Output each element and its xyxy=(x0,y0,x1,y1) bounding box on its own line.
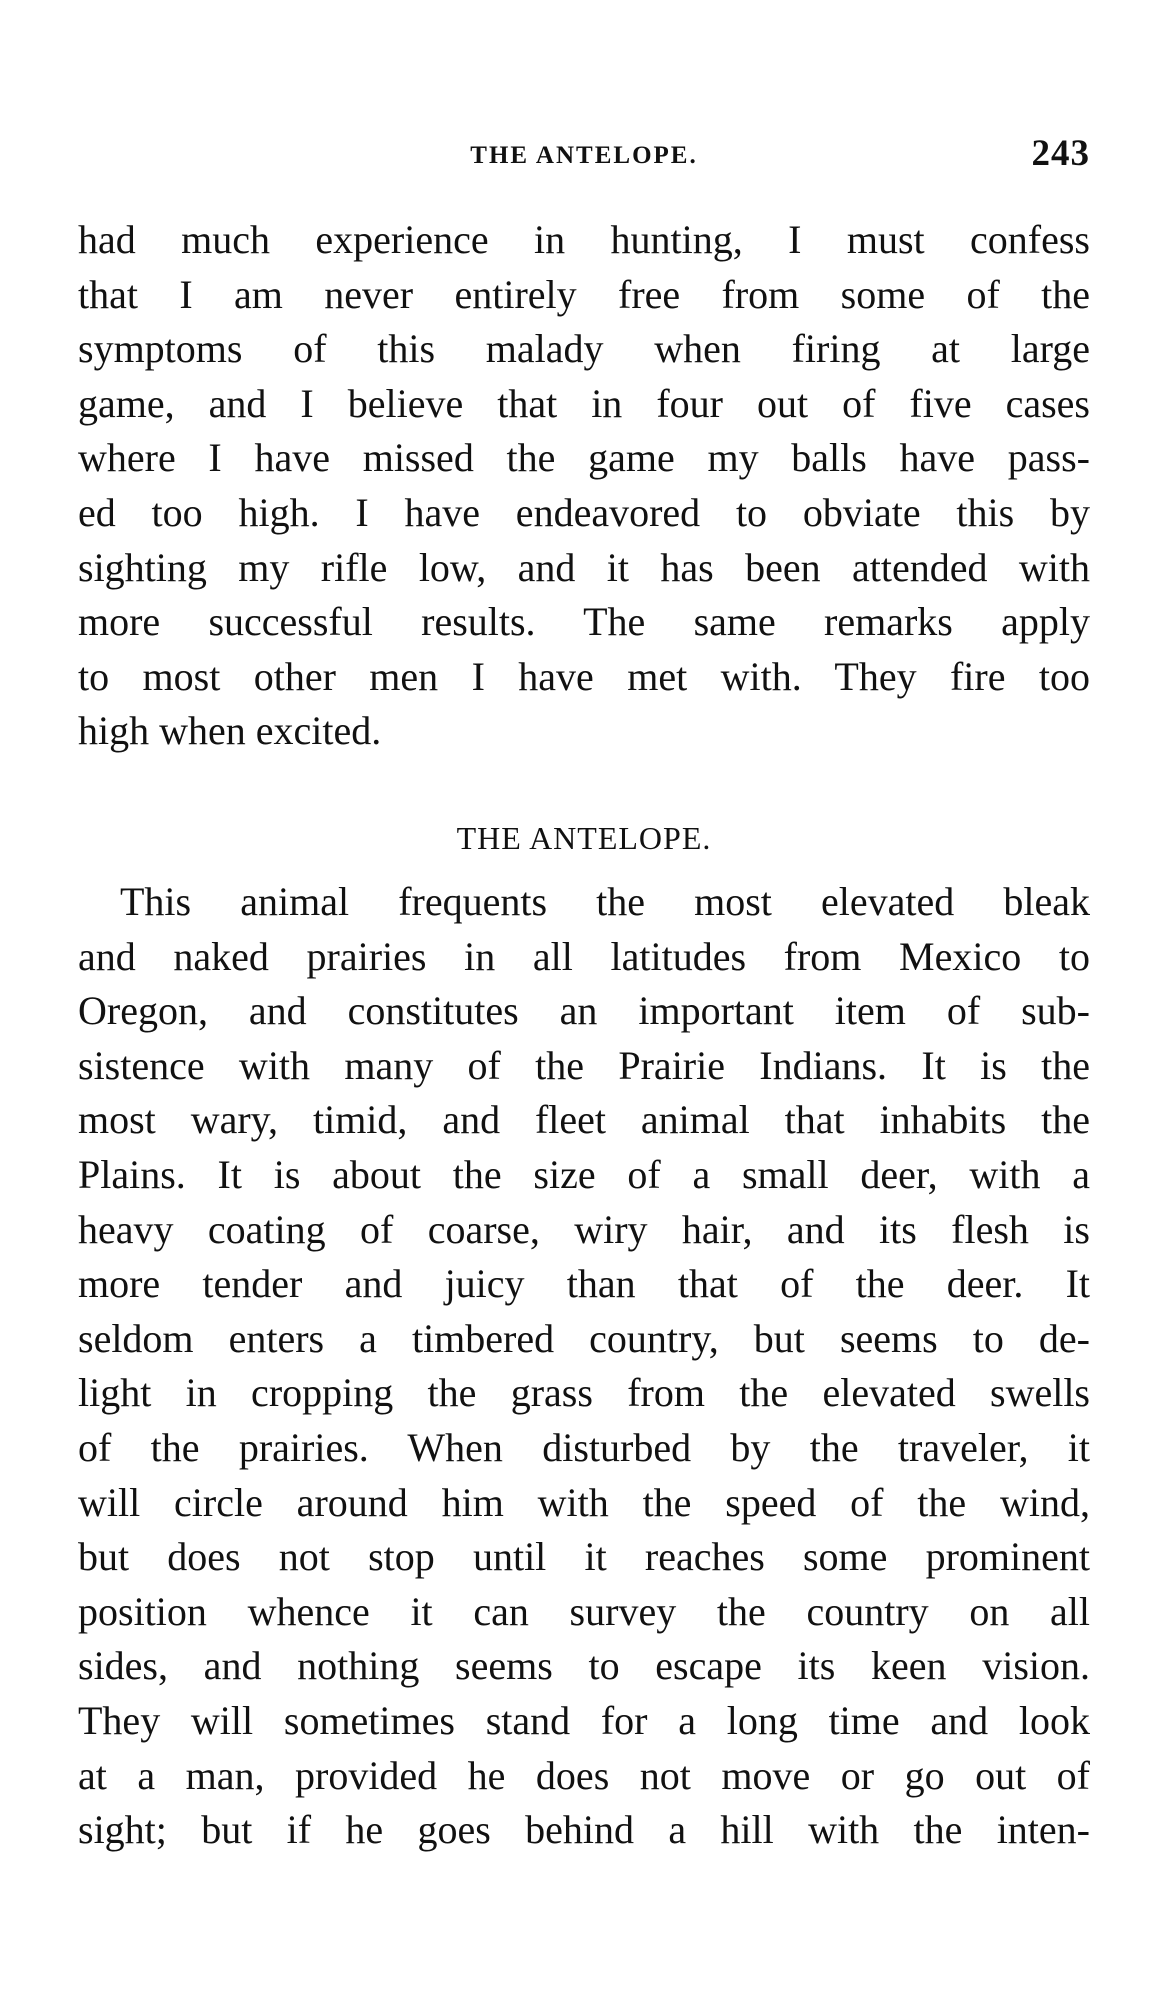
paragraph-continued xyxy=(78,213,1090,759)
text-line: seldom enters a timbered country, but seems to de- xyxy=(78,1315,1090,1361)
text-line: where I have missed the game my balls have pass- xyxy=(78,435,1090,481)
text-line: This animal frequents the most elevated bleak xyxy=(120,879,1090,924)
text-line: to most other men I have met with. They fire too xyxy=(78,653,1090,699)
text-line: of the prairies. When disturbed by the traveler, it xyxy=(78,1424,1090,1470)
text-line: light in cropping the grass from the elevated swells xyxy=(78,1370,1090,1416)
text-line: sighting my rifle low, and it has been attended with xyxy=(78,544,1090,590)
paragraph-antelope xyxy=(78,875,1090,1858)
running-title: THE ANTELOPE. xyxy=(470,142,698,169)
running-head xyxy=(78,132,1090,180)
text-line: will circle around him with the speed of the wind, xyxy=(78,1479,1090,1525)
text-line: sight; but if he goes behind a hill with the inten- xyxy=(78,1807,1090,1853)
text-line: that I am never entirely free from some of the xyxy=(78,271,1090,317)
text-line: sides, and nothing seems to escape its keen vision. xyxy=(78,1643,1090,1689)
text-line: Oregon, and constitutes an important item of sub- xyxy=(78,988,1090,1034)
text-line: but does not stop until it reaches some prominent xyxy=(78,1534,1090,1580)
text-line: Plains. It is about the size of a small deer, with a xyxy=(78,1151,1090,1197)
text-line: game, and I believe that in four out of five cases xyxy=(78,380,1090,426)
text-line: and naked prairies in all latitudes from Mexico to xyxy=(78,933,1090,979)
page-number: 243 xyxy=(1031,133,1090,174)
text-line: most wary, timid, and fleet animal that inhabits the xyxy=(78,1097,1090,1143)
text-line: high when excited. xyxy=(78,708,382,754)
text-line: more successful results. The same remarks apply xyxy=(78,599,1090,645)
text-line: at a man, provided he does not move or go out of xyxy=(78,1752,1090,1798)
text-line: ed too high. I have endeavored to obviate this by xyxy=(78,489,1090,535)
text-line: symptoms of this malady when firing at large xyxy=(78,326,1090,372)
text-line: more tender and juicy than that of the deer. It xyxy=(78,1261,1090,1307)
text-line: sistence with many of the Prairie Indians. It is the xyxy=(78,1042,1090,1088)
text-line: had much experience in hunting, I must confess xyxy=(78,217,1090,262)
text-line: heavy coating of coarse, wiry hair, and its flesh is xyxy=(78,1206,1090,1252)
text-line: position whence it can survey the country on all xyxy=(78,1588,1090,1634)
text-line: They will sometimes stand for a long time and look xyxy=(78,1697,1090,1743)
section-heading: THE ANTELOPE. xyxy=(456,820,712,856)
